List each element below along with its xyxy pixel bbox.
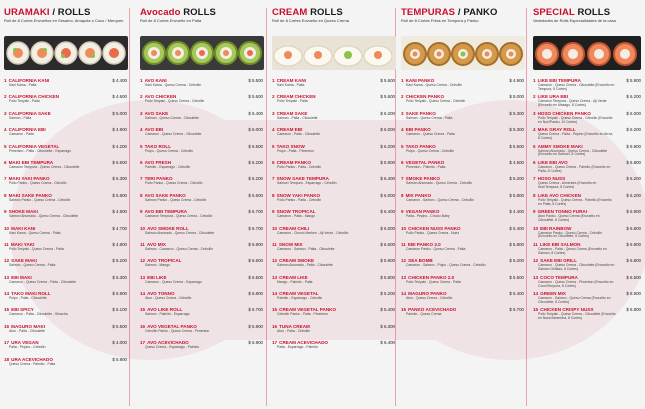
list-item[interactable]: 9 GREEN TONNO FURAI $ 6.900 Atun Panko - Queso Crema (Envuelto en Ciboulette, 8 Cortes): [533, 209, 641, 223]
list-item[interactable]: 6 LIKE EBI AVO $ 6.800 Camaron - Queso Crema - Palmito (Envuelto en Palta, 8 Cortes): [533, 159, 641, 173]
list-item[interactable]: 12 AVO TROPICAL $ 6.600 Salmon - Mango: [140, 258, 263, 268]
list-item[interactable]: 8 MIX PANKO $ 5.800 Camaron - Salmon - Queso Crema - Cebollin: [401, 192, 524, 202]
list-item[interactable]: 3 CALIFORNIA SAKE $ 5.000 Salmon - Palta: [4, 110, 127, 120]
sushi-photo: [272, 36, 396, 70]
list-item[interactable]: 16 AVO VEGETAL PANKO $ 5.900 Cebollin Panko - Queso Crema - Pimenton: [140, 323, 263, 333]
list-item[interactable]: 1 LIKE EBI TEMPURA $ 5.900 Camaron - Queso Crema - Ciboulette (Envuelto en Tempura, 8 Cortes): [533, 78, 641, 91]
list-item[interactable]: 10 CHICKEN NUSS PANKO $ 5.400 Pollo Panko - Queso Crema - Nuez: [401, 225, 524, 235]
list-item[interactable]: 12 SAKE EBI GRILL $ 6.800 Camaron - Queso Crema - Ciboulette (Envuelto en Salmon Grillado, 8 Cortes): [533, 258, 641, 272]
list-item[interactable]: 1 AVO KANI $ 5.500 Kani Kama - Queso Crema - Cebollin: [140, 78, 263, 87]
item-list: [533, 78, 643, 324]
list-item[interactable]: 9 VEGAN PANKO $ 4.400 Palta - Pepino - Choclo Baby: [401, 209, 524, 219]
sushi-photo: [401, 36, 525, 70]
list-item[interactable]: 7 SMOKE PANKO $ 5.200 Salmon Ahumado - Queso Crema - Cebollin: [401, 176, 524, 186]
list-item[interactable]: 15 PANKO ACEVICHADO $ 5.700 Palmito - Queso Crema: [401, 307, 524, 317]
list-item[interactable]: 17 CREAM ACEVICHADO $ 6.400 Palta - Esparrago - Palmito: [272, 340, 395, 350]
list-item[interactable]: 6 VEGETAL PANKO $ 4.500 Pimenton - Palmito - Palta: [401, 159, 524, 169]
item-list: [401, 78, 526, 324]
list-item[interactable]: 4 CALIFORNIA EBI $ 4.900 Camaron - Palta: [4, 127, 127, 137]
list-item[interactable]: 7 MAKI YAKI PANKO $ 5.300 Pollo Panko - Queso Crema - Cebollin: [4, 176, 127, 186]
list-item[interactable]: 13 EBI MAKI $ 5.300 Camaron - Queso Crema - Palta - Ciboulette: [4, 274, 127, 284]
list-item[interactable]: 2 CALIFORNIA CHICKEN $ 4.600 Pollo Teriyaki - Palta: [4, 94, 127, 104]
list-item[interactable]: 5 CALIFORNIA VEGETAL $ 4.200 Pimenton - Palta - Ciboulette - Esparrago: [4, 143, 127, 153]
list-item[interactable]: 7 TERI PANKO $ 6.200 Pollo Panko - Queso Crema - Cebollin: [140, 176, 263, 186]
list-item[interactable]: 13 CREAM LIKE $ 5.800 Mango - Palmito - Palta: [272, 274, 395, 284]
list-item[interactable]: 8 SNOW YAKI PANKO $ 6.000 Pollo Panko - Palta - Cebollin: [272, 192, 395, 202]
section-title: Avocado ROLLS: [140, 8, 216, 18]
list-item[interactable]: 14 AVO TONNO $ 6.800 Atun - Queso Crema - Cebollin: [140, 291, 263, 301]
list-item[interactable]: 8 MAKI SAKE PANKO $ 5.800 Salmon Panko - Queso Crema - Cebollin: [4, 192, 127, 202]
list-item[interactable]: 8 AVO SAKE PANKO $ 6.600 Salmon Panko - Queso Crema - Cebollin: [140, 192, 263, 202]
list-item[interactable]: 7 HOSO NUSS $ 6.200 Queso Crema - Almendra (Envuelto en Nori/Tempura, 8 Cortes): [533, 176, 641, 190]
section-uramaki-rolls: [4, 8, 129, 408]
list-item[interactable]: 12 CREAM SMOKE $ 5.900 Salmon Ahumado - Palta - Ciboulette: [272, 258, 395, 268]
section-title: URAMAKI / ROLLS: [4, 8, 91, 18]
list-item[interactable]: 14 TAKO MAKI ROLL $ 5.900 Pulpo - Palta - Ciboulette: [4, 291, 127, 301]
list-item[interactable]: 13 EBI LIKE $ 6.500 Camaron - Queso Crema - Esparrago: [140, 274, 263, 284]
list-item[interactable]: 5 TAKO SNOW $ 6.200 Pulpo - Palta - Pimenton: [272, 143, 395, 153]
list-item[interactable]: 3 AVO SAKE $ 6.400 Salmon - Queso Crema - Ciboulette: [140, 110, 263, 120]
list-item[interactable]: 11 SNOW MIX $ 6.600 Camaron - Salmon - Palta - Ciboulette: [272, 241, 395, 251]
list-item[interactable]: 17 AVO ACEVICHADO $ 6.900 Queso Crema - Esparrago - Palmito: [140, 340, 263, 350]
list-item[interactable]: 16 TUNA CREAM $ 6.300 Atun - Palta - Cebollin: [272, 323, 395, 333]
list-item[interactable]: 11 LIKE EBI SALMON $ 6.900 Camaron - Palta - Queso Crema (Envuelto en Salmon, 8 Cortes): [533, 241, 641, 255]
list-item[interactable]: 8 LIKE AVO CHICKEN $ 6.200 Pollo Teriyaki - Queso Crema - Palmito (Envuelto en Palta, 8 Cortes): [533, 192, 641, 206]
list-item[interactable]: 6 AVO FRESH $ 5.200 Palmito - Esparrago - Cebollin: [140, 159, 263, 169]
section-title: TEMPURAS / PANKO: [401, 8, 498, 18]
list-item[interactable]: 14 MAGURO PANKO $ 5.400 Atun - Queso Crema - Cebollin: [401, 291, 524, 301]
list-item[interactable]: 4 CREAM EBI $ 6.000 Camaron - Palta - Ciboulette: [272, 127, 395, 137]
list-item[interactable]: 15 AVO LIKE ROLL $ 6.700 Salmon - Palmito - Esparrago: [140, 307, 263, 317]
section-title: SPECIAL ROLLS: [533, 8, 611, 18]
list-item[interactable]: 17 URA VEGAN $ 4.000 Palta - Pepino - Cebollin: [4, 340, 127, 350]
list-item[interactable]: 13 COCO TEMPURA $ 6.500 Camaron - Queso Crema - Pimenton (Envuelto en Coco/Tempura, 8 Cortes): [533, 274, 641, 288]
list-item[interactable]: 16 MAGURO MAKI $ 5.500 Atun - Palta - Ciboulette: [4, 323, 127, 333]
list-item[interactable]: 11 MAKI YAKI $ 4.800 Pollo Teriyaki - Queso Crema - Palta: [4, 241, 127, 251]
list-item[interactable]: 9 AVO EBI TEMPURA $ 6.700 Camaron Tempura - Queso Crema - Cebollin: [140, 209, 263, 219]
list-item[interactable]: 2 CHICKEN PANKO $ 5.000 Pollo Teriyaki - Queso Crema - Cebollin: [401, 94, 524, 104]
section-subtitle: Roll de 8 Cortes Envuelto en Palta: [140, 18, 202, 23]
list-item[interactable]: 3 CREAM SAKE $ 6.200 Salmon - Palta - Ciboulette: [272, 110, 395, 120]
sushi-photo: [4, 36, 128, 70]
list-item[interactable]: 11 EBI PANKO 2.0 $ 5.800 Camaron Panko - Queso Crema - Palta: [401, 241, 524, 251]
list-item[interactable]: 6 CREAM PANKO $ 5.900 Pollo Panko - Palta - Cebollin: [272, 159, 395, 169]
list-item[interactable]: 10 EBI RAINBOW $ 6.800 Camaron Panko - Queso Crema - Cebollin (Envuelto en Ciboulette, 8 Cortes): [533, 225, 641, 239]
section-special-rolls: [533, 8, 643, 408]
list-item[interactable]: 15 EBI SPICY $ 5.100 Camaron - Palta - Ciboulette - Sriracha: [4, 307, 127, 317]
list-item[interactable]: 12 SAKE MAKI $ 5.200 Salmon - Queso Crema - Palta: [4, 258, 127, 268]
section-tempuras-panko: [401, 8, 526, 408]
item-list: [272, 78, 397, 357]
section-cream-rolls: [272, 8, 397, 408]
list-item[interactable]: 4 MAK GRAY ROLL $ 6.200 Queso Crema - Palta - Pepino (Envuelto en Arroz, 8 Cortes): [533, 127, 641, 141]
list-item[interactable]: 2 CREAM CHICKEN $ 5.600 Pollo Teriyaki - Palta: [272, 94, 395, 104]
list-item[interactable]: 2 AVO CHICKEN $ 5.600 Pollo Teriyaki - Queso Crema - Cebollin: [140, 94, 263, 104]
section-subtitle: Roll de 8 Cortes Envueltos en Sesamo, Amapola o Coco / Merquen: [4, 18, 124, 23]
list-item[interactable]: 14 GREEN MIX $ 6.900 Camaron - Salmon - Queso Crema (Envuelto en Ciboulette, 8 Cortes): [533, 291, 641, 304]
list-item[interactable]: 6 MAKI EBI TEMPURA $ 5.600 Camaron Tempura - Queso Crema - Ciboulette: [4, 159, 127, 169]
list-item[interactable]: 1 CREAM KANI $ 5.600 Kani Kama - Palta: [272, 78, 395, 87]
list-item[interactable]: 9 SNOW TROPICAL $ 6.400 Camaron - Palta - Mango: [272, 209, 395, 219]
list-item[interactable]: 18 URA ACEVICHADO $ 5.900 Queso Crema - Palmito - Palta: [4, 356, 127, 366]
list-item[interactable]: 13 CHICKEN PANKO 2.0 $ 5.500 Pollo Teriyaki - Queso Crema - Palta: [401, 274, 524, 284]
section-avocado-rolls: [140, 8, 265, 408]
list-item[interactable]: 14 CREAM VEGETAL $ 5.200 Palmito - Esparrago - Cebollin: [272, 291, 395, 301]
list-item[interactable]: 2 LIKE URA EBI $ 6.200 Camaron Tempura - Queso Crema - Aji Verde (Envuelto en Masago, 8 Cortes): [533, 94, 641, 108]
list-item[interactable]: 11 AVO MIX $ 6.900 Salmon - Camaron - Queso Crema - Cebollin: [140, 241, 263, 251]
list-item[interactable]: 1 CALIFORNIA KANI $ 4.400 Kani Kama - Palta: [4, 78, 127, 87]
list-item[interactable]: 1 KANI PANKO $ 4.900 Kani Kama - Queso Crema - Cebollin: [401, 78, 524, 87]
list-item[interactable]: 10 MAKI KANI $ 4.700 Kani Kama - Queso Crema - Palta: [4, 225, 127, 235]
list-item[interactable]: 10 AVO SMOKE ROLL $ 6.700 Salmon Ahumado - Queso Crema - Ciboulette: [140, 225, 263, 235]
list-item[interactable]: 7 SNOW SAKE TEMPURA $ 6.400 Salmon Tempura - Esparrago - Cebollin: [272, 176, 395, 186]
list-item[interactable]: 15 CREAM VEGETAL PANKO $ 5.400 Cebollin Panko - Palta - Pimenton: [272, 307, 395, 317]
list-item[interactable]: 12 SEA BOMB $ 6.200 Camaron - Salmon - Pulpo - Queso Crema - Cebollin: [401, 258, 524, 268]
list-item[interactable]: 3 HOSO CHICKEN PANKO $ 6.000 Pollo Teriyaki - Queso Crema - Cebollin (Envuelto en Nori/Panko, 10 Cortes): [533, 110, 641, 124]
sushi-photo: [533, 36, 641, 70]
list-item[interactable]: 9 SHOKE MAKI $ 4.900 Salmon Ahumado - Queso Crema - Ciboulette: [4, 209, 127, 219]
list-item[interactable]: 10 CREAM CHILI $ 6.000 Camaron - Choclo Merken - Aji Verde - Cebollin: [272, 225, 395, 235]
list-item[interactable]: 4 EBI PANKO $ 5.300 Camaron - Queso Crema - Palta: [401, 127, 524, 137]
item-list: [140, 78, 265, 357]
section-subtitle: Roll de 8 Cortes Envuelto en Queso Crema: [272, 18, 349, 23]
list-item[interactable]: 5 AMMY SMOKE MAKI $ 6.900 Salmon Ahumado - Queso Crema - Ciboulette (Envuelto en Salmon, 8 Cortes): [533, 143, 641, 157]
section-subtitle: Roll de 8 Cortes Fritos en Tempura y Panko: [401, 18, 479, 23]
section-title: CREAM ROLLS: [272, 8, 343, 18]
list-item[interactable]: 15 CHICKEN CRISPY NUSS $ 6.800 Pollo Teriyaki - Queso Crema - Ciboulette (Envuelto en Nuez/Almendra, 8 Cortes): [533, 307, 641, 321]
section-subtitle: Variedades de Rolls Especialidades de la casa: [533, 18, 616, 23]
list-item[interactable]: 3 SAKE PANKO $ 5.300 Salmon - Queso Crema - Palta: [401, 110, 524, 120]
item-list: [4, 78, 129, 373]
sushi-photo: [140, 36, 264, 70]
list-item[interactable]: 5 TAKO ROLL $ 6.500 Pulpo - Queso Crema - Cebollin: [140, 143, 263, 153]
list-item[interactable]: 5 TAKO PANKO $ 5.500 Pulpo - Queso Crema - Cebollin: [401, 143, 524, 153]
list-item[interactable]: 4 AVO EBI $ 6.000 Camaron - Queso Crema - Ciboulette: [140, 127, 263, 137]
